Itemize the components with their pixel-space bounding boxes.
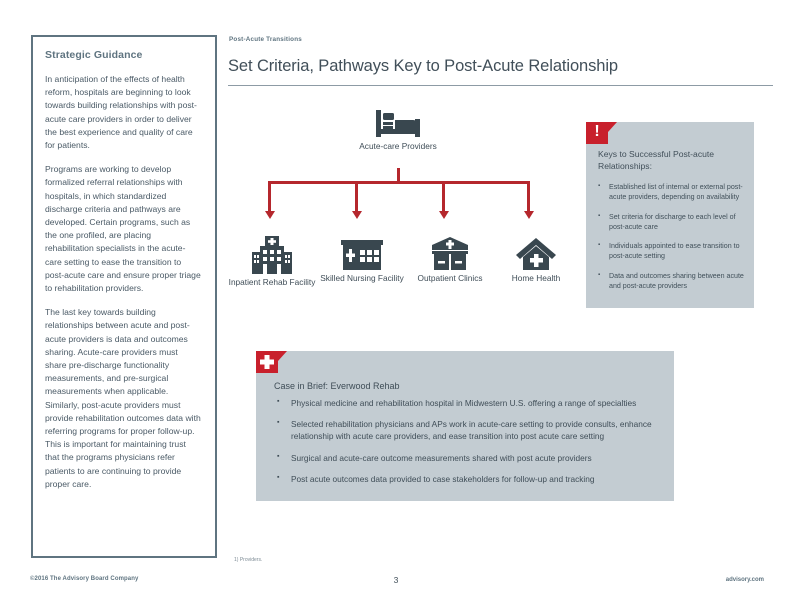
- strategic-guidance-title: Strategic Guidance: [45, 49, 143, 61]
- medical-cross-icon: [256, 351, 278, 373]
- case-in-brief-title: Case in Brief: Everwood Rehab: [274, 381, 400, 391]
- case-in-brief-callout: [256, 351, 674, 501]
- connector-bus: [268, 181, 530, 184]
- keys-callout-title: Keys to Successful Post-acute Relationships:: [598, 149, 715, 171]
- list-item: ▪ Data and outcomes sharing between acute and post-acute providers: [598, 271, 748, 292]
- connector-drop: [527, 181, 530, 213]
- strategic-guidance-paragraph: Programs are working to develop formalized referral relationships with hospitals, in which standardized discharge criteria and pathways are developed. Certain programs, such as the one profiled, are placing rehabilitation specialists in the acute-care setting to ease the transition to post-acute care and ensure proper triage to rehabilitation providers.: [45, 164, 201, 294]
- flow-node-inpatient-rehab-facility: [226, 236, 318, 288]
- exclamation-badge-icon: [586, 122, 608, 144]
- strategic-guidance-paragraph: The last key towards building relationships between acute and post-acute providers is data and outcomes sharing. Acute-care providers must share pre-discharge functionality measurements, and pre-surgical measurements when applicable. Similarly, post-acute providers must provide rehabilitation outcomes data with referring programs for proper follow-up. This is important for maintaining trust that the programs physicians refer patients to are continuing to provide proper care.: [45, 307, 201, 489]
- copyright-text: ©2016 The Advisory Board Company: [30, 576, 139, 582]
- connector-drop: [355, 181, 358, 213]
- house-health-icon: [515, 236, 557, 270]
- list-item: ▪ Established list of internal or external post-acute providers, depending on availability: [598, 182, 748, 203]
- strategic-guidance-panel: [31, 35, 217, 558]
- connector-drop: [442, 181, 445, 213]
- strategic-guidance-paragraph: In anticipation of the effects of health reform, hospitals are beginning to look towards building relationships with post-acute care providers in order to deliver the best experience and quality of care for patients.: [45, 74, 197, 151]
- flow-node-home-health: [490, 236, 582, 284]
- case-in-brief-list: [274, 397, 664, 494]
- flow-node-skilled-nursing-facility: [316, 236, 408, 284]
- keys-callout-list: [598, 182, 748, 300]
- hospital-bed-icon: [375, 108, 421, 138]
- site-url: advisory.com: [725, 577, 764, 583]
- hospital-building-icon: [252, 236, 292, 274]
- arrow-head-icon: [265, 211, 275, 219]
- flow-node-label: Outpatient Clinics: [417, 273, 483, 283]
- list-item: ▪ Physical medicine and rehabilitation hospital in Midwestern U.S. offering a range of specialties: [274, 397, 664, 409]
- flow-node-label: Home Health: [511, 273, 561, 283]
- cross-badge-icon: [256, 351, 278, 373]
- clinic-building-icon: [339, 236, 385, 270]
- footnote-text: 1) Providers.: [234, 557, 263, 563]
- strategic-guidance-content: [33, 37, 215, 491]
- badge-fold-icon: [278, 351, 287, 373]
- arrow-head-icon: [439, 211, 449, 219]
- eyebrow-label: Post-Acute Transitions: [229, 36, 302, 43]
- keys-callout: [586, 122, 754, 308]
- list-item: ▪ Surgical and acute-care outcome measurements shared with post acute providers: [274, 452, 664, 464]
- page-title: Set Criteria, Pathways Key to Post-Acute Relationship: [228, 57, 618, 75]
- arrow-head-icon: [524, 211, 534, 219]
- flow-node-label: Skilled Nursing Facility: [320, 273, 404, 283]
- list-item: ▪ Post acute outcomes data provided to case stakeholders for follow-up and tracking: [274, 473, 664, 485]
- post-acute-flow-diagram: [228, 100, 568, 315]
- flow-node-acute-care-providers: [339, 108, 457, 152]
- flow-node-label: Inpatient Rehab Facility: [228, 277, 316, 287]
- outpatient-clinic-icon: [428, 236, 472, 270]
- page-number: 3: [393, 575, 399, 585]
- flow-node-label: Acute-care Providers: [359, 141, 437, 151]
- list-item: ▪ Set criteria for discharge to each level of post-acute care: [598, 212, 748, 233]
- badge-fold-icon: [608, 122, 617, 144]
- flow-node-outpatient-clinics: [404, 236, 496, 284]
- list-item: ▪ Individuals appointed to ease transition to post-acute setting: [598, 241, 748, 262]
- arrow-head-icon: [352, 211, 362, 219]
- list-item: ▪ Selected rehabilitation physicians and APs work in acute-care setting to provide consults, enhance relationship with acute care providers, and ease transition into post acute care setting: [274, 418, 664, 442]
- title-divider: [228, 85, 773, 86]
- exclamation-badge-label: !: [594, 123, 600, 140]
- connector-drop: [268, 181, 271, 213]
